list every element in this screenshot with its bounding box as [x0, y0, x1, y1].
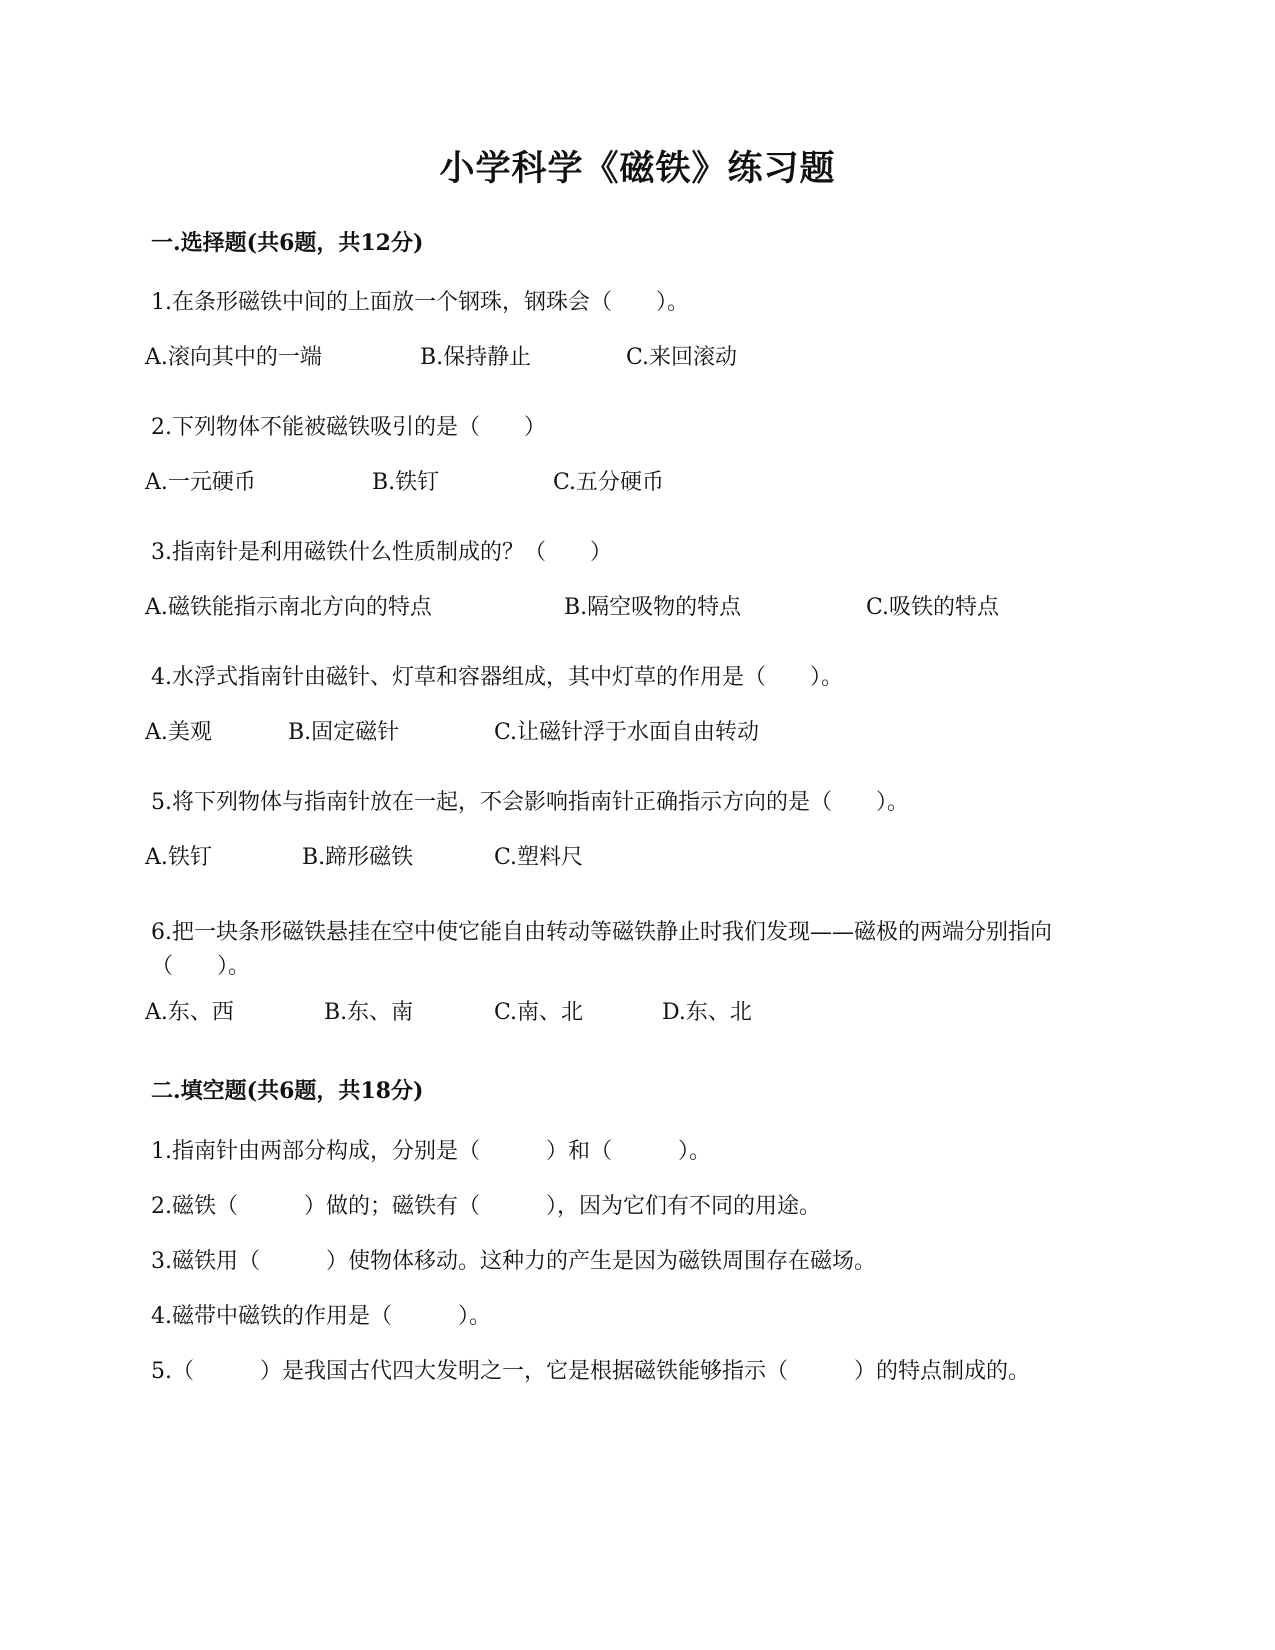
question-2-stem: 2.下列物体不能被磁铁吸引的是（ ） [151, 415, 546, 440]
question-5-option-c: C.塑料尺 [494, 845, 584, 870]
question-6-option-c: C.南、北 [494, 1000, 584, 1025]
question-3-option-b: B.隔空吸物的特点 [564, 595, 742, 620]
question-2-option-c: C.五分硬币 [553, 470, 665, 495]
question-1-option-b: B.保持静止 [420, 345, 532, 370]
question-1-stem: 1.在条形磁铁中间的上面放一个钢珠，钢珠会（ ）。 [151, 290, 689, 315]
page-title: 小学科学《磁铁》练习题 [439, 148, 836, 189]
fill-question-5: 5.（ ）是我国古代四大发明之一，它是根据磁铁能够指示（ ）的特点制成的。 [151, 1359, 1030, 1384]
question-3-stem: 3.指南针是利用磁铁什么性质制成的？（ ） [151, 540, 612, 565]
section-heading-fill: 二.填空题(共6题，共18分) [151, 1078, 424, 1104]
question-4-option-a: A.美观 [145, 720, 212, 745]
question-2-option-a: A.一元硬币 [145, 470, 256, 495]
question-5-stem: 5.将下列物体与指南针放在一起，不会影响指南针正确指示方向的是（ ）。 [151, 790, 909, 815]
question-1-option-c: C.来回滚动 [626, 345, 738, 370]
question-6-option-d: D.东、北 [662, 1000, 752, 1025]
question-1-option-a: A.滚向其中的一端 [145, 345, 322, 370]
fill-question-2: 2.磁铁（ ）做的；磁铁有（ ），因为它们有不同的用途。 [151, 1194, 821, 1219]
question-5-option-a: A.铁钉 [145, 845, 212, 870]
question-3-option-a: A.磁铁能指示南北方向的特点 [145, 595, 432, 620]
question-4-option-b: B.固定磁针 [288, 720, 400, 745]
fill-question-3: 3.磁铁用（ ）使物体移动。这种力的产生是因为磁铁周围存在磁场。 [151, 1249, 876, 1274]
question-6-option-a: A.东、西 [145, 1000, 234, 1025]
question-2-option-b: B.铁钉 [372, 470, 440, 495]
question-4-stem: 4.水浮式指南针由磁针、灯草和容器组成，其中灯草的作用是（ ）。 [151, 665, 843, 690]
fill-question-1: 1.指南针由两部分构成，分别是（ ）和（ ）。 [151, 1139, 711, 1164]
question-5-option-b: B.蹄形磁铁 [302, 845, 414, 870]
section-heading-choice: 一.选择题(共6题，共12分) [151, 230, 424, 256]
question-6-option-b: B.东、南 [324, 1000, 414, 1025]
question-3-option-c: C.吸铁的特点 [866, 595, 1000, 620]
question-4-option-c: C.让磁针浮于水面自由转动 [494, 720, 760, 745]
question-6-stem: 6.把一块条形磁铁悬挂在空中使它能自由转动等磁铁静止时我们发现——磁极的两端分别指向（ ）。 [151, 920, 1052, 979]
fill-question-4: 4.磁带中磁铁的作用是（ ）。 [151, 1304, 491, 1329]
